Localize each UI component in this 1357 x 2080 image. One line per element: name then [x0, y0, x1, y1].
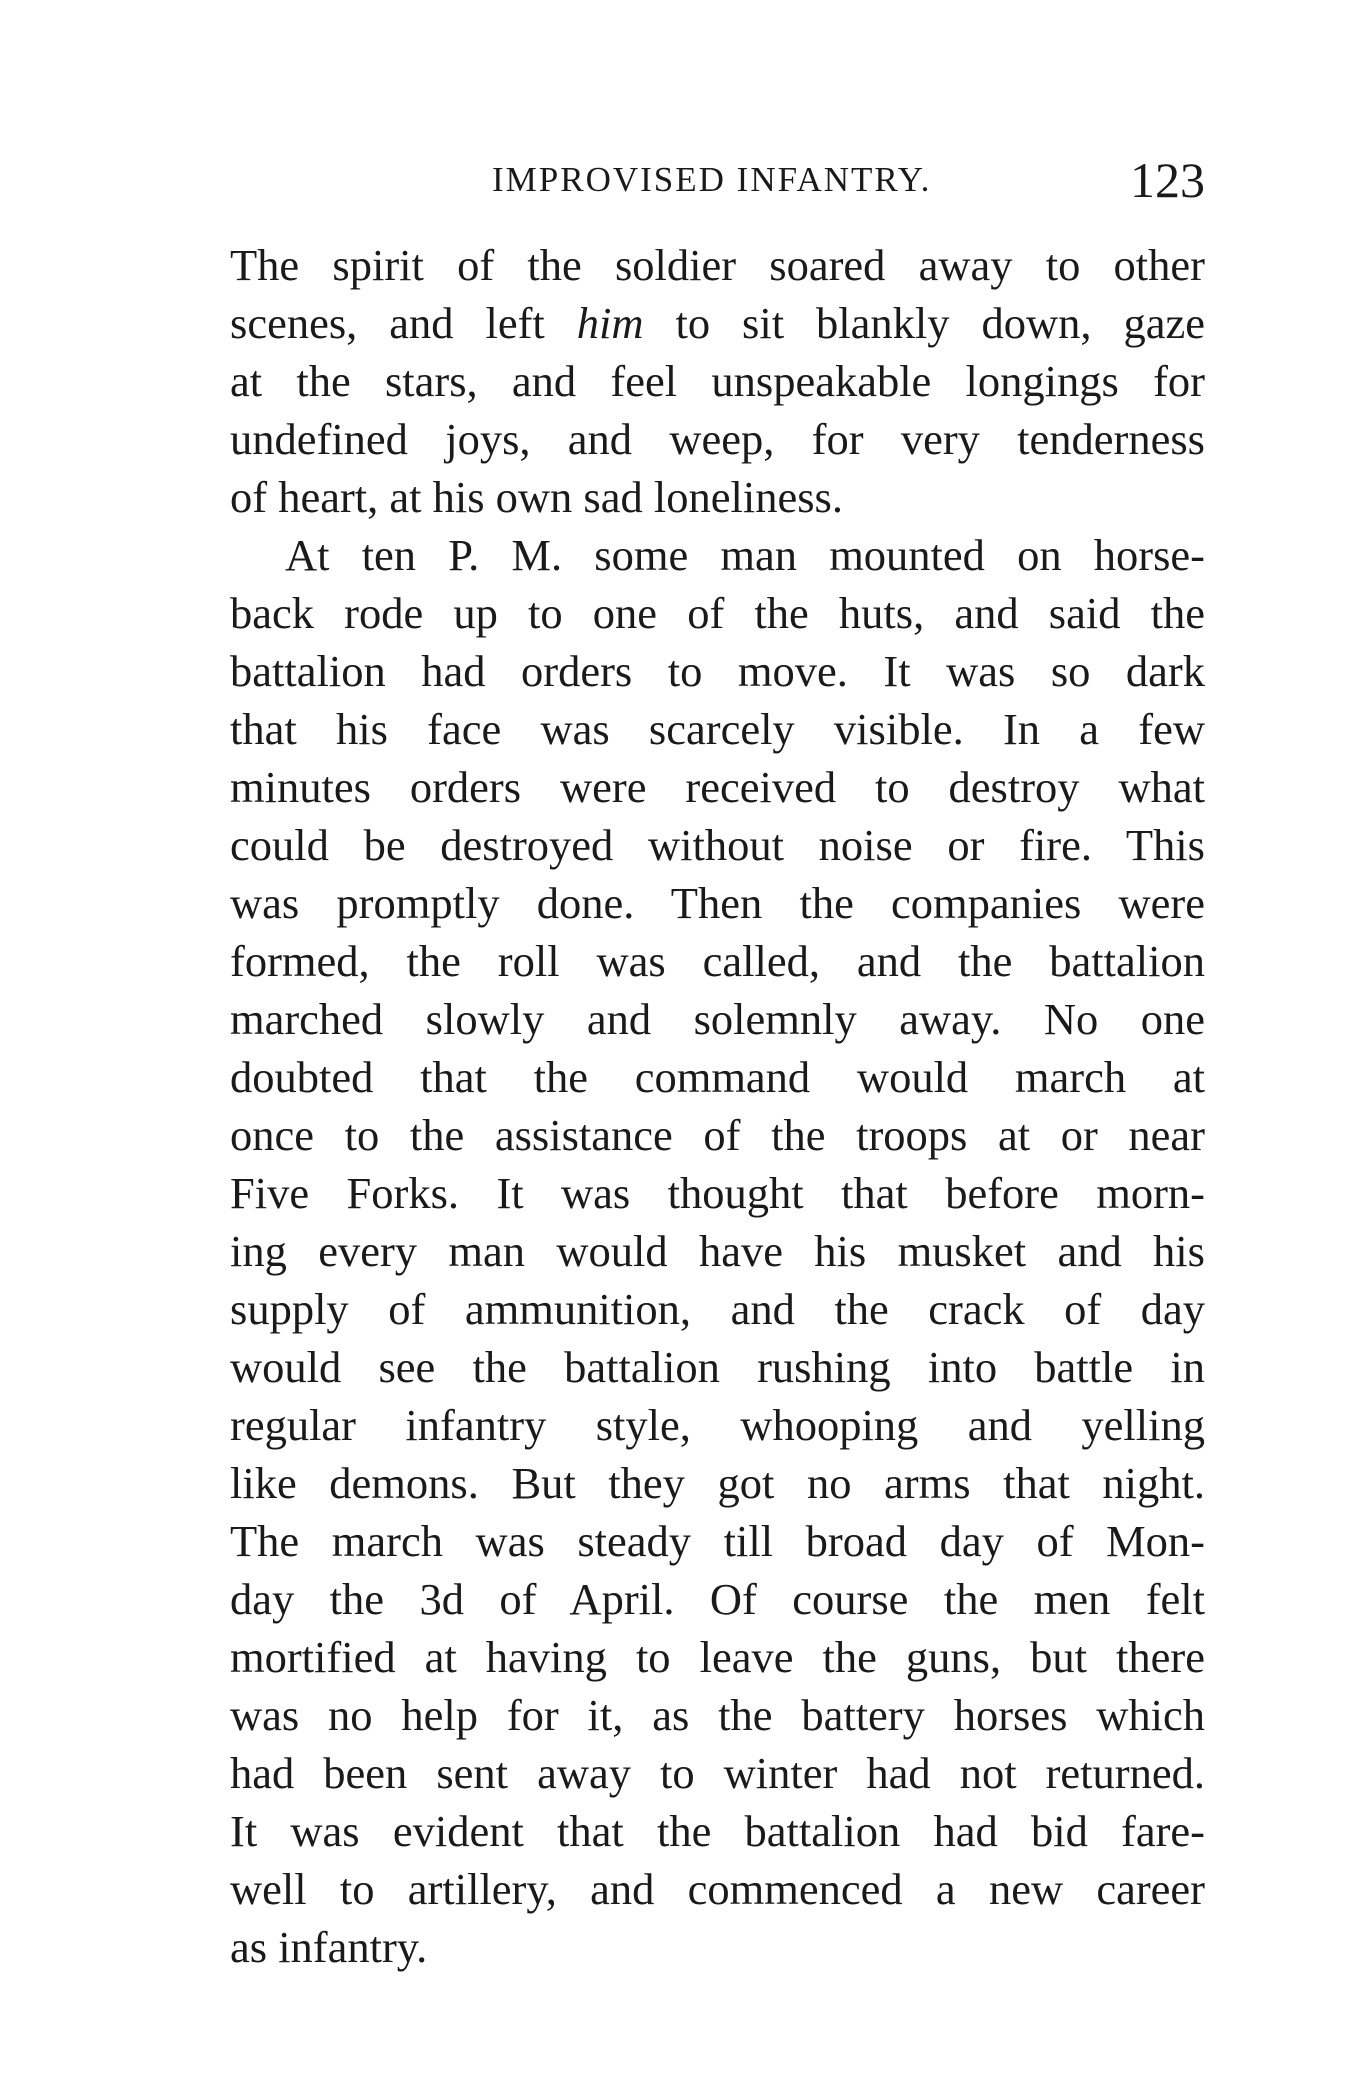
text-line: The spirit of the soldier soared away to other	[230, 240, 1205, 290]
text-span: some man mounted on horse-	[562, 530, 1205, 580]
text-line: of heart, at his own sad loneliness.	[230, 472, 843, 522]
text-line: battalion had orders to move. It was so dark	[230, 646, 1205, 696]
text-line: marched slowly and solemnly away. No one	[230, 994, 1205, 1044]
text-line: The march was steady till broad day of Mon-	[230, 1516, 1205, 1566]
text-line: once to the assistance of the troops at or near	[230, 1110, 1205, 1160]
text-line: was promptly done. Then the companies were	[230, 878, 1205, 928]
body-text	[230, 236, 1205, 1976]
text-line: as infantry.	[230, 1922, 428, 1972]
text-line: minutes orders were received to destroy what	[230, 762, 1205, 812]
paragraph-2	[230, 526, 1205, 1976]
text-span: to sit blankly down, gaze	[643, 298, 1205, 348]
paragraph-1	[230, 236, 1205, 526]
text-line: ing every man would have his musket and his	[230, 1226, 1205, 1276]
text-line: was no help for it, as the battery horses which	[230, 1690, 1205, 1740]
text-line: had been sent away to winter had not returned.	[230, 1748, 1205, 1798]
text-line: supply of ammunition, and the crack of day	[230, 1284, 1205, 1334]
text-line: that his face was scarcely visible. In a few	[230, 704, 1205, 754]
text-line: day the 3d of April. Of course the men felt	[230, 1574, 1205, 1624]
text-line: could be destroyed without noise or fire. This	[230, 820, 1205, 870]
text-line	[230, 294, 1205, 352]
text-span: scenes, and left	[230, 298, 577, 348]
text-span: At ten	[285, 530, 449, 580]
text-line: doubted that the command would march at	[230, 1052, 1205, 1102]
text-line: would see the battalion rushing into battle in	[230, 1342, 1205, 1392]
text-line: well to artillery, and commenced a new career	[230, 1864, 1205, 1914]
running-header	[230, 150, 1205, 210]
text-line: Five Forks. It was thought that before morn-	[230, 1168, 1205, 1218]
text-line	[230, 526, 1205, 584]
time-abbreviation: P. M.	[448, 530, 563, 580]
page-number: 123	[1130, 152, 1205, 208]
text-line: undefined joys, and weep, for very tenderness	[230, 414, 1205, 464]
text-line: at the stars, and feel unspeakable longings for	[230, 356, 1205, 406]
emphasized-word: him	[576, 298, 644, 348]
text-line: regular infantry style, whooping and yelling	[230, 1400, 1205, 1450]
text-line: like demons. But they got no arms that night.	[230, 1458, 1205, 1508]
text-line: formed, the roll was called, and the battalion	[230, 936, 1205, 986]
text-line: back rode up to one of the huts, and said the	[230, 588, 1205, 638]
text-line: mortified at having to leave the guns, but there	[230, 1632, 1205, 1682]
running-title: IMPROVISED INFANTRY.	[492, 160, 932, 199]
text-line: It was evident that the battalion had bid fare-	[230, 1806, 1205, 1856]
